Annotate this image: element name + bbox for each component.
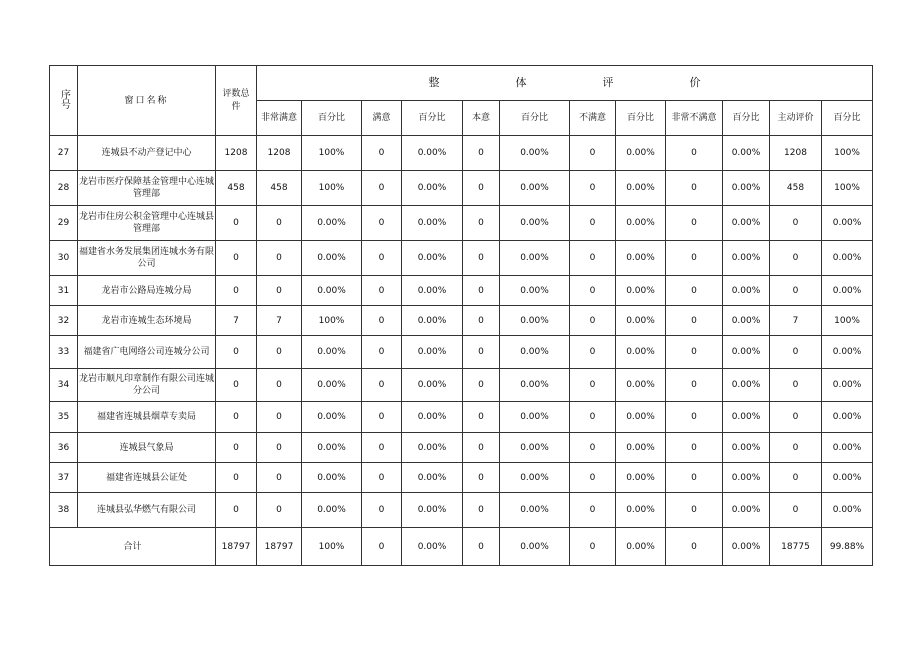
row-cell: 0 [666, 493, 723, 528]
row-cell: 0.00% [822, 493, 873, 528]
table-row [50, 171, 873, 206]
row-cell: 0.00% [500, 306, 570, 336]
row-cell: 0 [257, 463, 302, 493]
row-cell: 0 [570, 369, 616, 402]
row-window-name: 连城县不动产登记中心 [78, 136, 216, 171]
row-cell: 0 [570, 241, 616, 276]
row-window-name: 福建省广电网络公司连城分公司 [78, 336, 216, 369]
row-cell: 0.00% [500, 402, 570, 433]
row-cell: 0 [770, 463, 822, 493]
row-cell: 0 [362, 493, 402, 528]
row-window-name: 福建省连城县公证处 [78, 463, 216, 493]
row-cell: 0 [216, 402, 257, 433]
row-cell: 0.00% [302, 402, 362, 433]
row-seq: 32 [50, 306, 78, 336]
row-cell: 0.00% [723, 402, 770, 433]
row-cell: 0.00% [822, 463, 873, 493]
total-cell: 0 [362, 528, 402, 566]
row-cell: 0 [216, 276, 257, 306]
row-seq: 33 [50, 336, 78, 369]
row-cell: 0 [463, 241, 500, 276]
row-cell: 0.00% [402, 306, 463, 336]
row-cell: 0 [257, 336, 302, 369]
total-cell: 0 [463, 528, 500, 566]
total-cell: 18775 [770, 528, 822, 566]
row-cell: 0.00% [616, 206, 666, 241]
row-cell: 0 [666, 433, 723, 463]
row-cell: 0 [463, 276, 500, 306]
row-cell: 100% [302, 171, 362, 206]
row-seq: 30 [50, 241, 78, 276]
row-cell: 0 [257, 241, 302, 276]
row-cell: 0 [570, 493, 616, 528]
table-row [50, 336, 873, 369]
row-cell: 0 [770, 402, 822, 433]
row-cell: 7 [257, 306, 302, 336]
row-cell: 0.00% [402, 171, 463, 206]
window-name-header: 窗口名称 [78, 66, 216, 136]
row-cell: 0.00% [616, 369, 666, 402]
row-cell: 458 [216, 171, 257, 206]
header-row-top [50, 66, 873, 101]
row-cell: 0.00% [402, 463, 463, 493]
row-cell: 0 [570, 306, 616, 336]
table-row [50, 136, 873, 171]
table-row [50, 206, 873, 241]
row-cell: 0 [362, 463, 402, 493]
row-cell: 0 [216, 369, 257, 402]
percent-header: 百分比 [723, 101, 770, 136]
row-cell: 0.00% [616, 171, 666, 206]
total-cell: 0.00% [500, 528, 570, 566]
total-cell: 0.00% [402, 528, 463, 566]
very-dissatisfied-header: 非常不满意 [666, 101, 723, 136]
row-cell: 0.00% [822, 402, 873, 433]
row-cell: 100% [302, 306, 362, 336]
table-row [50, 402, 873, 433]
row-cell: 0 [570, 171, 616, 206]
row-cell: 0 [257, 402, 302, 433]
row-cell: 100% [822, 306, 873, 336]
total-cell: 0.00% [616, 528, 666, 566]
row-cell: 0 [770, 336, 822, 369]
row-cell: 7 [770, 306, 822, 336]
row-cell: 0 [216, 336, 257, 369]
row-cell: 0 [216, 463, 257, 493]
row-cell: 0 [666, 463, 723, 493]
row-cell: 0 [463, 369, 500, 402]
row-seq: 28 [50, 171, 78, 206]
row-cell: 0 [362, 402, 402, 433]
row-cell: 0 [570, 336, 616, 369]
row-cell: 0 [463, 336, 500, 369]
total-cell: 18797 [216, 528, 257, 566]
row-cell: 0.00% [822, 241, 873, 276]
row-cell: 458 [770, 171, 822, 206]
total-cell: 0 [666, 528, 723, 566]
row-cell: 0.00% [723, 463, 770, 493]
row-cell: 0.00% [822, 206, 873, 241]
row-cell: 0 [770, 493, 822, 528]
row-cell: 0 [463, 306, 500, 336]
row-cell: 0 [570, 433, 616, 463]
row-cell: 0.00% [822, 433, 873, 463]
percent-header: 百分比 [616, 101, 666, 136]
table-row [50, 369, 873, 402]
row-cell: 0 [666, 402, 723, 433]
row-cell: 0.00% [500, 336, 570, 369]
total-row [50, 528, 873, 566]
basic-header: 本意 [463, 101, 500, 136]
row-cell: 0.00% [402, 336, 463, 369]
row-cell: 0 [257, 433, 302, 463]
row-cell: 458 [257, 171, 302, 206]
row-cell: 100% [822, 171, 873, 206]
table-row [50, 241, 873, 276]
row-cell: 0.00% [302, 241, 362, 276]
evaluation-table [49, 65, 873, 566]
total-cell: 0.00% [723, 528, 770, 566]
row-window-name: 龙岩市顺凡印章制作有限公司连城分公司 [78, 369, 216, 402]
row-cell: 0.00% [616, 433, 666, 463]
row-cell: 0 [666, 276, 723, 306]
row-cell: 0.00% [402, 136, 463, 171]
row-seq: 35 [50, 402, 78, 433]
row-cell: 0 [570, 463, 616, 493]
row-cell: 0 [463, 136, 500, 171]
table-row [50, 463, 873, 493]
row-cell: 0 [216, 433, 257, 463]
row-cell: 0.00% [302, 336, 362, 369]
row-cell: 0.00% [500, 206, 570, 241]
row-cell: 0 [666, 306, 723, 336]
row-cell: 0 [257, 369, 302, 402]
row-window-name: 连城县弘华燃气有限公司 [78, 493, 216, 528]
row-seq: 29 [50, 206, 78, 241]
percent-header: 百分比 [500, 101, 570, 136]
row-cell: 0 [362, 206, 402, 241]
row-cell: 0.00% [500, 136, 570, 171]
row-cell: 0.00% [402, 402, 463, 433]
row-cell: 0.00% [616, 463, 666, 493]
row-cell: 0 [666, 369, 723, 402]
row-cell: 0.00% [723, 171, 770, 206]
row-cell: 0.00% [302, 463, 362, 493]
row-cell: 0.00% [302, 493, 362, 528]
overall-evaluation-header: 整 体 评 价 [257, 66, 873, 101]
row-cell: 0 [770, 369, 822, 402]
row-cell: 0 [570, 206, 616, 241]
row-cell: 0 [463, 171, 500, 206]
row-cell: 0 [570, 276, 616, 306]
row-cell: 0.00% [402, 206, 463, 241]
active-evaluation-header: 主动评价 [770, 101, 822, 136]
percent-header: 百分比 [402, 101, 463, 136]
row-cell: 0 [362, 433, 402, 463]
row-seq: 34 [50, 369, 78, 402]
row-cell: 0.00% [723, 241, 770, 276]
row-cell: 0 [463, 463, 500, 493]
dissatisfied-header: 不满意 [570, 101, 616, 136]
row-cell: 0.00% [302, 206, 362, 241]
table-row [50, 433, 873, 463]
row-cell: 0.00% [723, 369, 770, 402]
row-cell: 0 [463, 433, 500, 463]
row-cell: 0.00% [302, 433, 362, 463]
row-cell: 0.00% [402, 276, 463, 306]
row-seq: 31 [50, 276, 78, 306]
row-cell: 0 [216, 493, 257, 528]
row-cell: 0.00% [723, 136, 770, 171]
row-seq: 38 [50, 493, 78, 528]
total-count-header: 评数总件 [216, 66, 257, 136]
row-cell: 0.00% [616, 276, 666, 306]
total-cell: 0 [570, 528, 616, 566]
row-window-name: 福建省连城县烟草专卖局 [78, 402, 216, 433]
table-row [50, 493, 873, 528]
row-cell: 0 [257, 276, 302, 306]
row-cell: 1208 [257, 136, 302, 171]
row-cell: 0.00% [616, 336, 666, 369]
row-cell: 0.00% [616, 306, 666, 336]
row-window-name: 龙岩市连城生态环境局 [78, 306, 216, 336]
total-cell: 18797 [257, 528, 302, 566]
row-cell: 0 [216, 241, 257, 276]
row-cell: 0.00% [822, 369, 873, 402]
row-cell: 0.00% [723, 336, 770, 369]
row-cell: 0.00% [302, 276, 362, 306]
row-cell: 0 [770, 206, 822, 241]
row-cell: 0 [257, 206, 302, 241]
satisfied-header: 满意 [362, 101, 402, 136]
row-cell: 0 [770, 276, 822, 306]
row-cell: 1208 [770, 136, 822, 171]
row-cell: 0.00% [723, 433, 770, 463]
row-cell: 0 [570, 402, 616, 433]
row-cell: 0 [666, 241, 723, 276]
row-window-name: 龙岩市医疗保障基金管理中心连城管理部 [78, 171, 216, 206]
row-cell: 0 [362, 336, 402, 369]
very-satisfied-header: 非常满意 [257, 101, 302, 136]
row-cell: 0.00% [723, 493, 770, 528]
row-window-name: 龙岩市公路局连城分局 [78, 276, 216, 306]
row-cell: 0 [666, 136, 723, 171]
row-cell: 0 [666, 206, 723, 241]
total-label: 合计 [50, 528, 216, 566]
row-cell: 100% [822, 136, 873, 171]
row-cell: 100% [302, 136, 362, 171]
row-cell: 0 [362, 241, 402, 276]
row-cell: 0.00% [500, 493, 570, 528]
row-cell: 0 [463, 402, 500, 433]
row-cell: 7 [216, 306, 257, 336]
row-cell: 0 [362, 276, 402, 306]
row-cell: 0.00% [500, 276, 570, 306]
row-window-name: 福建省水务发展集团连城水务有限公司 [78, 241, 216, 276]
row-cell: 0 [362, 136, 402, 171]
row-cell: 0.00% [616, 241, 666, 276]
row-cell: 0 [666, 336, 723, 369]
row-cell: 0.00% [500, 433, 570, 463]
row-cell: 0.00% [616, 493, 666, 528]
row-cell: 0.00% [402, 369, 463, 402]
row-cell: 0 [770, 433, 822, 463]
row-cell: 0.00% [616, 136, 666, 171]
row-cell: 0.00% [723, 306, 770, 336]
row-cell: 0 [463, 493, 500, 528]
row-cell: 0.00% [500, 463, 570, 493]
percent-header: 百分比 [822, 101, 873, 136]
row-cell: 0 [463, 206, 500, 241]
percent-header: 百分比 [302, 101, 362, 136]
row-cell: 0.00% [500, 369, 570, 402]
seq-header: 序号 [50, 66, 78, 136]
row-cell: 0.00% [500, 171, 570, 206]
row-cell: 0.00% [402, 433, 463, 463]
row-cell: 0.00% [616, 402, 666, 433]
row-seq: 27 [50, 136, 78, 171]
total-cell: 100% [302, 528, 362, 566]
row-cell: 0.00% [723, 206, 770, 241]
row-cell: 0.00% [402, 493, 463, 528]
table-row [50, 306, 873, 336]
row-cell: 0 [362, 171, 402, 206]
row-seq: 37 [50, 463, 78, 493]
row-cell: 0 [257, 493, 302, 528]
row-seq: 36 [50, 433, 78, 463]
row-cell: 0.00% [402, 241, 463, 276]
row-cell: 1208 [216, 136, 257, 171]
row-cell: 0.00% [822, 336, 873, 369]
row-window-name: 龙岩市住房公积金管理中心连城县管理部 [78, 206, 216, 241]
total-cell: 99.88% [822, 528, 873, 566]
row-cell: 0 [570, 136, 616, 171]
row-cell: 0 [666, 171, 723, 206]
row-cell: 0 [216, 206, 257, 241]
row-cell: 0 [362, 369, 402, 402]
row-window-name: 连城县气象局 [78, 433, 216, 463]
row-cell: 0.00% [500, 241, 570, 276]
row-cell: 0 [770, 241, 822, 276]
row-cell: 0.00% [723, 276, 770, 306]
row-cell: 0 [362, 306, 402, 336]
table-row [50, 276, 873, 306]
row-cell: 0.00% [302, 369, 362, 402]
row-cell: 0.00% [822, 276, 873, 306]
